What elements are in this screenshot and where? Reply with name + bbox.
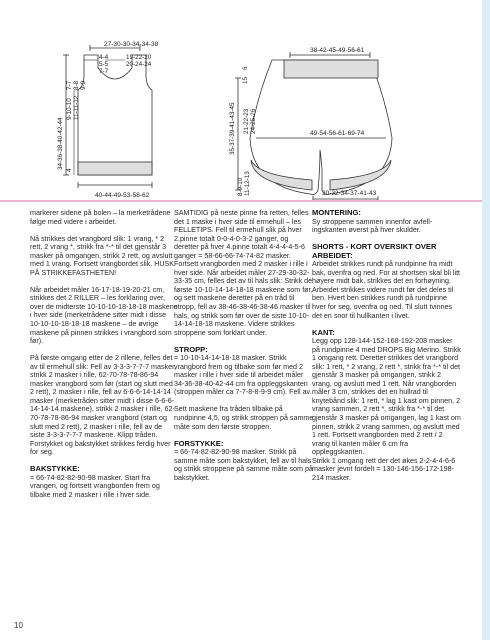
col2-paragraph-2: = 10-10-14-14-18-18 masker. Strikk vrangbord frem og tilbake som før med 2 masker i rille i hver side til arbeidet måler 34-36-38-40-42-44 cm fra oppleggskanten (stroppen måler ca 7-7-8-8-9-9 cm). Fell av. [174,354,312,397]
top-height-label: 34-36-38-40-42-44 [57,117,64,170]
column-2 [174,209,314,491]
col3-heading-kant: KANT: [312,327,335,337]
shorts-rib-label: 6 [242,66,249,70]
side-label-1: 9-10-10 [66,98,73,120]
shorts-inner-1: 21-22-23 [243,108,250,134]
shorts-diagram [235,52,392,200]
section-divider [0,200,490,202]
strap-mid-2: 20-24-24 [126,61,152,68]
side-bottom-label: 4 [66,168,73,172]
strap-mid-1: 19-22-20 [126,54,152,61]
side-label-4: 8-8 [73,80,80,90]
col2-paragraph-3: Sett maskene fra tråden tilbake på rundpinne 4,5, og strikk stroppen på samme måte som den første stroppen. [174,405,314,431]
shorts-leg-width: 30-32-34-37-41-43 [322,190,377,197]
column-1 [30,209,178,508]
shorts-leg-rib-left [251,160,312,190]
shorts-height-label: 35-37-39-41-43-45 [229,102,236,155]
col1-paragraph-4: På første omgang etter de 2 rillene, felles det av til ermehull slik: Fell av 3-3-3-7-7-7 masker, strikk 2 masker i rille, 62-70-78-78-86-94 masker vrangbord som før (start og slutt med 2 rett), 2 masker i rille, fell av 6-6-6-14-14-14 masker (merketråden sitter midt i disse 6-6-6-14-14-14 maskene), strikk 2 masker i rille, 62-70-78-78-86-94 masker vrangbord (start og slutt med 2 rett), 2 masker i rille, fell av de siste 3-3-3-7-7-7 maskene. Klipp tråden. Forstykket og bakstykket strikkes ferdig hver for seg. [30,354,177,457]
top-outline [78,55,152,175]
col2-heading-stropp: STROPP: [174,344,208,354]
col2-heading-forstykke: FORSTYKKE: [174,438,224,448]
strap-label-a: 4-4 [99,54,109,61]
strap-label-b: 5-5 [99,61,109,68]
col1-heading-bakstykke: BAKSTYKKE: [30,464,80,474]
top-bottom-width: 40-44-49-53-58-62 [95,192,150,199]
col2-paragraph-4: = 66-74-82-82-90-98 masker. Strikk på samme måte som bakstykket, fell av til hals og strikk stroppene på samme måte som på bakstykket. [174,448,313,482]
col3-paragraph-1: Sy stroppene sammen innenfor avfellingskanten øverst på hver skulder. [312,217,433,235]
side-label-5: 9-9 [80,80,87,90]
top-width-label: 27-30-30-34-34-38 [104,41,159,48]
diagrams-area [0,0,490,200]
shorts-waistband [284,60,378,78]
col1-paragraph-3: Når arbeidet måler 16-17-18-19-20-21 cm, strikkes det 2 RILLER – les forklaring over, over de midterste 10-10-10-18-18-18 maskene i hver side (merketrådene sitter midt i disse 10-10-10-18-18-18 maskene – de øvrige maskene på pinnen strikkes i vrangbord som før). [30,285,178,346]
col3-heading-montering: MONTERING: [312,208,361,217]
side-label-2: 11-11-12 [73,95,80,120]
col1-paragraph-1: markerer sidene på bolen – la merketrådene følge med videre i arbeidet. [30,209,171,226]
col3-heading-shorts: SHORTS - KORT OVERSIKT OVER ARBEIDET: [312,242,437,260]
col1-paragraph-2: Nå strikkes det vrangbord slik: 1 vrang, * 2 rett, 2 vrang *, strikk fra *-* til det gjenstår 3 masker på omgangen, strikk 2 rett, og avslutt med 1 vrang. Fortsett vrangbordet slik. HUSK PÅ STRIKKEFASTHETEN! [30,234,175,277]
column-3 [312,209,462,491]
shorts-leg-2: 11-12-13 [244,171,251,196]
top-rib-band [78,162,152,175]
shorts-waist-label: 38-42-45-49-56-61 [310,47,365,54]
shorts-leg-1: 8-9-10 [237,177,244,196]
shorts-rib-label-2: 15 [242,76,249,84]
side-label-3: 7-7 [66,80,73,90]
shorts-hip-label: 49-54-56-61-69-74 [310,130,365,137]
page-number: 10 [14,621,23,630]
col3-paragraph-2: Arbeidet strikkes rundt på rundpinne fra midt bak, ovenfra og ned. For at shortsen skal bli litt høyere midt bak, strikkes det en forhøyning. Arbeidet strikkes videre rundt før det deles til ben. Hvert ben strikkes rundt på rundpinne hver for seg, ovenfra og ned. Til slutt tvinnes det en snor til hullkanten i livet. [312,260,461,320]
col3-paragraph-3: Legg opp 128-144-152-168-192-208 masker på rundpinne 4 med DROPS Big Merino. Strikk 1 omgang rett. Deretter strikkes det vrangbord slik: 1 rett, * 2 vrang, 2 rett *, strikk fra *-* til det gjenstår 3 masker på omgangen, strikk 2 vrang, og avslutt med 1 rett. Når vrangborden måler 3 cm, strikkes det en hullrad til knytebånd slik: 1 rett, * lag 1 kast om pinnen, 2 vrang sammen, 2 rett *, strikk fra *-* til det gjenstår 3 masker på omgangen, lag 1 kast om pinnen, strikk 2 vrang sammen, og avslutt med 1 rett. Fortsett vrangborden med 2 rett / 2 vrang til kanten måler 6 cm fra oppleggskanten. [312,337,461,457]
shorts-inner-2: 24-25-26 [250,108,257,134]
strap-label-c: 7-7 [99,68,109,75]
side-strip [482,0,490,640]
col3-paragraph-4: Strikk 1 omgang rett der det økes 2-2-4-4-6-6 masker jevnt fordelt = 130-146-156-172-198-214 masker. [312,456,456,482]
col2-paragraph-1: SAMTIDIG på neste pinne fra retten, felles det 1 maske i hver side til ermehull – les FELLETIPS. Fell til ermehull slik på hver 2.pinne totalt 0-0-4-0-3-2 ganger, og deretter på hver 4.pinne totalt 4-4-4-4-5-6 ganger = 58-66-66-74-74-82 masker. Fortsett vrangborden med 2 masker i rille i hver side. Når arbeidet måler 27-29-30-32-33-35 cm, felles det av til hals slik: Strikk de første 10-10-14-14-18-18 maskene som før, og sett maskene deretter på en tråd til stropp, fell av 38-46-38-46-38-46 masker til hals, og strikk som før over de siste 10-10-14-14-18-18 maskene. Videre strikkes stroppene som forklart under. [174,209,313,337]
col1-paragraph-5: = 66-74-82-82-90-98 masker. Start fra vrangen, og fortsett vrangborden frem og tilbake med 2 masker i rille i hver side. [30,473,160,499]
